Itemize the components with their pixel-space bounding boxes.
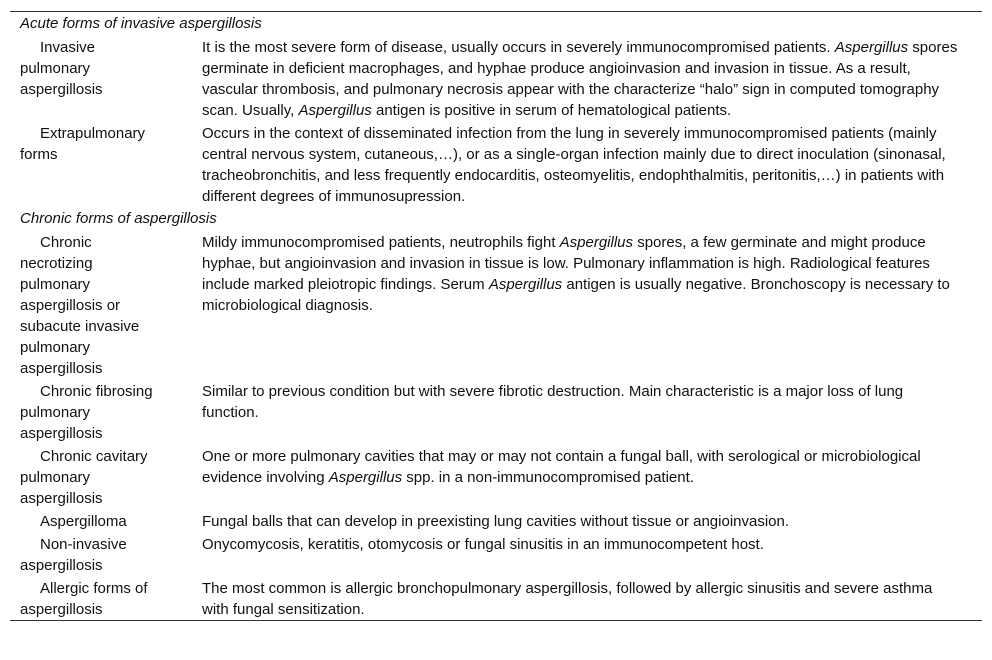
section-heading-row [10,12,982,35]
condition-description [196,230,982,379]
condition-name-line: Chronic [40,234,92,251]
table-row [10,576,982,620]
aspergillosis-table-container [10,11,982,621]
genus-name: Aspergillus [834,39,909,56]
table-row [10,121,982,207]
condition-description [196,509,982,532]
description-text: It is the most severe form of disease, usually occurs in severely immunocompromised patients. [202,39,835,56]
condition-name-line: Allergic forms of [40,580,148,597]
condition-name-line: aspergillosis [20,81,103,98]
condition-name-line: Chronic fibrosing [40,383,153,400]
condition-name-line: pulmonary [20,276,91,293]
description-text: Onycomycosis, keratitis, otomycosis or fungal sinusitis in an immunocompetent host. [202,536,764,553]
condition-name-line: aspergillosis [20,490,103,507]
condition-description [196,576,982,620]
condition-name [10,230,196,379]
condition-name-line: Extrapulmonary [40,125,146,142]
section-heading: Chronic forms of aspergillosis [20,210,217,227]
condition-name-line: Aspergilloma [40,513,127,530]
condition-name-line: Invasive [40,39,96,56]
description-text: Fungal balls that can develop in preexisting lung cavities without tissue or angioinvasion. [202,513,790,530]
genus-name: Aspergillus [559,234,634,251]
condition-name-line: pulmonary [20,469,91,486]
genus-name: Aspergillus [298,102,372,119]
condition-description [196,35,982,121]
description-text: Mildy immunocompromised patients, neutrophils fight [202,234,560,251]
table-body [10,12,982,620]
condition-name-line: aspergillosis [20,425,103,442]
condition-description [196,121,982,207]
description-text: Occurs in the context of disseminated infection from the lung in severely immunocompromised patients (mainly central nervous system, cutaneous,…), or as a single-organ infection mainly due to direct inoculation (sinonasal, tracheobronchitis, and less frequently endocarditis, osteomyelitis, endophthalmitis, peritonitis,…) in patients with different degrees of immunosupression. [202,125,946,205]
section-heading: Acute forms of invasive aspergillosis [20,15,262,32]
table-row [10,35,982,121]
table-row [10,509,982,532]
table-row [10,230,982,379]
description-text: spores, a few germinate and might produce hyphae, but angioinvasion and invasion in tissue is low. Pulmonary inflammation is high. Radiological features include marked pleiotropic findings. Serum [202,234,930,293]
condition-description [196,532,982,576]
description-text: spp. in a non-immunocompromised patient. [402,469,694,486]
genus-name: Aspergillus [328,469,403,486]
section-heading-row [10,207,982,230]
condition-name-line: necrotizing [20,255,93,272]
table-row [10,444,982,509]
table-row [10,379,982,444]
condition-name [10,444,196,509]
condition-name [10,121,196,207]
condition-name [10,532,196,576]
description-text: Similar to previous condition but with severe fibrotic destruction. Main characteristic is a major loss of lung function. [202,383,904,421]
condition-name [10,35,196,121]
condition-name-line: Chronic cavitary [40,448,148,465]
condition-name [10,576,196,620]
condition-description [196,444,982,509]
condition-name-line: forms [20,146,58,163]
condition-name-line: subacute invasive [20,318,140,335]
condition-name-line: pulmonary [20,339,91,356]
description-text: antigen is positive in serum of hematological patients. [371,102,732,119]
description-text: The most common is allergic bronchopulmonary aspergillosis, followed by allergic sinusitis and severe asthma with fungal sensitization. [202,580,933,618]
condition-name-line: aspergillosis [20,360,103,377]
aspergillosis-table [10,12,982,620]
condition-name-line: aspergillosis [20,601,103,618]
condition-description [196,379,982,444]
condition-name-line: aspergillosis or [20,297,121,314]
condition-name-line: Non-invasive [40,536,127,553]
genus-name: Aspergillus [488,276,563,293]
condition-name-line: pulmonary [20,404,91,421]
description-text: One or more pulmonary cavities that may or may not contain a fungal ball, with serological or microbiological evidence involving [202,448,921,486]
description-text: spores germinate in deficient macrophages, and hyphae produce angioinvasion and invasion in tissue. As a result, vascular thrombosis, and pulmonary necrosis appear with the characterize “halo” sign in computed tomography scan. Usually, [202,39,958,119]
condition-name [10,379,196,444]
condition-name-line: pulmonary [20,60,91,77]
condition-name [10,509,196,532]
table-row [10,532,982,576]
description-text: antigen is usually negative. Bronchoscopy is necessary to microbiological diagnosis. [202,276,950,314]
condition-name-line: aspergillosis [20,557,103,574]
